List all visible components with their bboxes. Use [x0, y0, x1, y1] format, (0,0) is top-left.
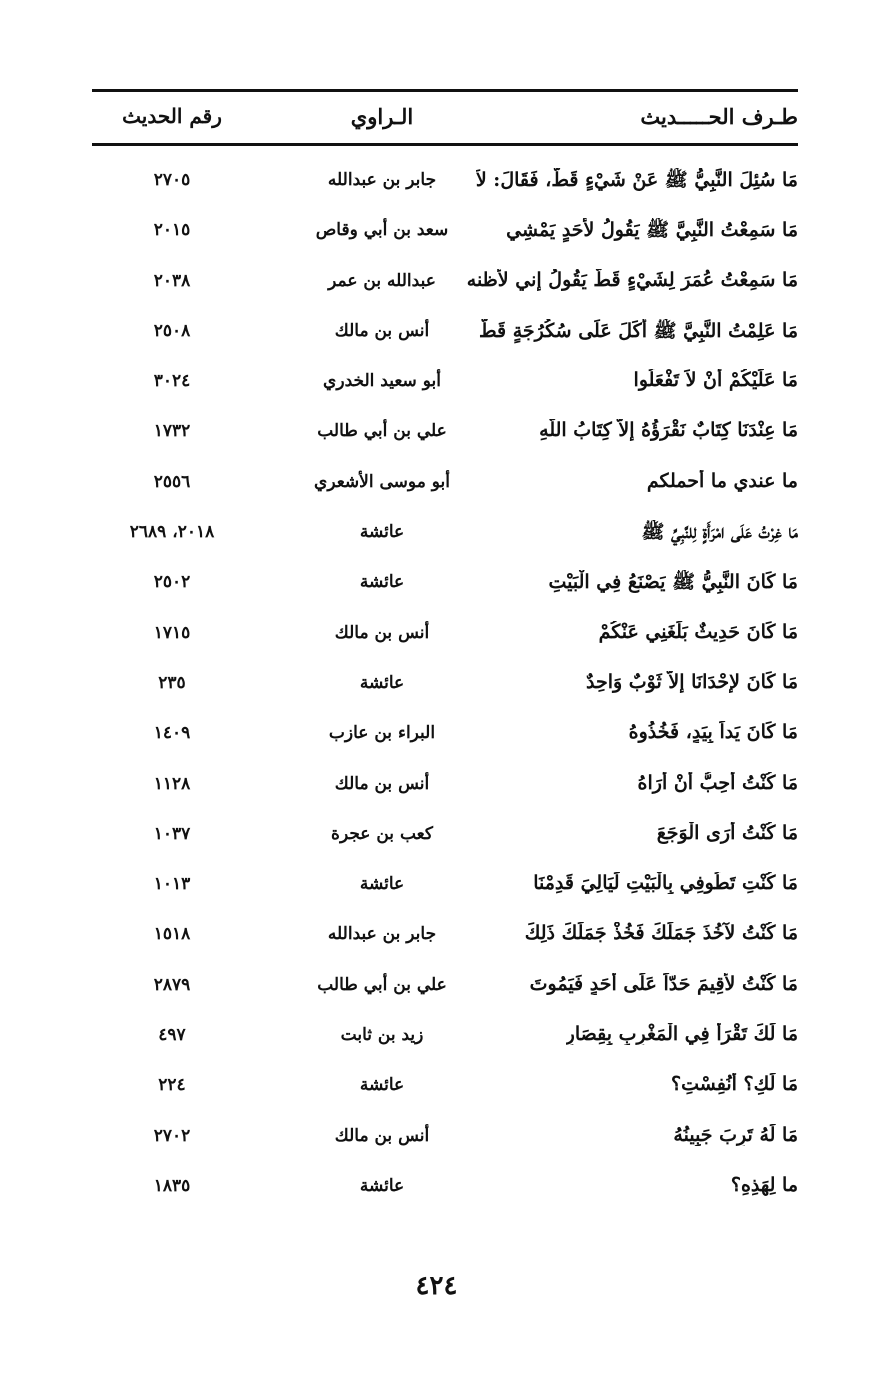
hadith-text: مَا سَمِعْتُ النَّبِيَّ ﷺ يَقُولُ لأَحَدٍ يَمْشِي [506, 219, 798, 242]
narrator-name: عبدالله بن عمر [328, 270, 436, 291]
table-row [92, 1168, 798, 1218]
table-row [92, 1118, 798, 1168]
hadith-text: مَا كَانَ النَّبِيُّ ﷺ يَصْنَعُ فِي الْبَيْتِ [548, 571, 798, 594]
table-row [92, 967, 798, 1017]
hadith-text: مَا كَانَ لإِحْدَانَا إِلاَّ ثَوْبٌ وَاحِدٌ [585, 670, 798, 693]
table-row [92, 363, 798, 413]
table-row [92, 564, 798, 614]
hadith-number: ١٧١٥ [153, 622, 191, 643]
hadith-text: مَا كُنْتُ لأُقِيمَ حَدّاً عَلَى أَحَدٍ فَيَمُوتَ [529, 972, 798, 995]
narrator-name: عائشة [359, 672, 405, 693]
narrator-name: كعب بن عجرة [331, 823, 433, 844]
hadith-number: ٤٩٧ [158, 1025, 186, 1046]
table-row [92, 413, 798, 463]
hadith-number: ٢٧٠٥ [153, 170, 191, 190]
hadith-number: ١٠٣٧ [153, 823, 191, 844]
narrator-name: أنس بن مالك [334, 622, 430, 643]
header-number: رقم الحديث [122, 104, 222, 128]
narrator-name: عائشة [359, 1075, 405, 1096]
narrator-name: عائشة [359, 874, 405, 895]
table-row [92, 162, 798, 212]
hadith-number: ٢٠١٥ [153, 220, 191, 241]
narrator-name: أبو سعيد الخدري [323, 371, 441, 392]
narrator-name: عائشة [359, 1175, 405, 1196]
header-top-rule [92, 89, 798, 92]
hadith-text: مَا لَهُ تَرِبَ جَبِينُهُ [673, 1123, 798, 1146]
table-row [92, 1067, 798, 1117]
narrator-name: علي بن أبي طالب [317, 421, 447, 442]
hadith-number: ٣٠٢٤ [153, 371, 191, 392]
hadith-text: مَا كَانَ يَداً بِيَدٍ، فَخُذُوهُ [628, 721, 798, 744]
narrator-name: سعد بن أبي وقاص [315, 220, 449, 241]
hadith-number: ١٧٣٢ [153, 421, 191, 442]
table-row [92, 816, 798, 866]
table-row [92, 916, 798, 966]
hadith-text: مَا كُنْتِ تَطُوفِي بِالْبَيْتِ لَيَالِيَ قَدِمْنَا [533, 872, 798, 895]
hadith-number: ٢٥٥٦ [153, 471, 191, 492]
hadith-text: مَا عِنْدَنَا كِتَابٌ نَقْرَؤُهُ إِلاَّ كِتَابُ اللَّهِ [539, 419, 798, 442]
table-row [92, 1017, 798, 1067]
hadith-number: ٢٣٥ [158, 672, 186, 693]
hadith-text: مَا سُئِلَ النَّبِيُّ ﷺ عَنْ شَيْءٍ قَطُّ، فَقَالَ: لاَ [475, 169, 798, 191]
narrator-name: عائشة [359, 572, 405, 593]
hadith-text: مَا لَكِ؟ أَنُفِسْتِ؟ [671, 1073, 798, 1096]
table-row [92, 766, 798, 816]
table-row [92, 464, 798, 514]
hadith-text: مَا كَانَ حَدِيثٌ بَلَغَنِي عَنْكُمْ [598, 620, 798, 643]
table-row [92, 263, 798, 313]
hadith-number: ٢٨٧٩ [153, 974, 191, 995]
hadith-text: مَا عَلَيْكُمْ أَنْ لاَ تَفْعَلُوا [633, 369, 798, 392]
page-number: ٤٢٤ [415, 1271, 458, 1301]
narrator-name: زيد بن ثابت [340, 1025, 424, 1046]
hadith-number: ٢٠٣٨ [153, 270, 191, 291]
narrator-name: عائشة [359, 522, 405, 543]
hadith-number: ١٥١٨ [153, 924, 191, 945]
header-narrator: الـراوي [350, 104, 414, 129]
hadith-number: ٢٥٠٨ [153, 320, 191, 341]
table-row [92, 514, 798, 564]
hadith-number: ١١٢٨ [153, 773, 191, 794]
table-row [92, 665, 798, 715]
hadith-number: ٢٢٤ [158, 1075, 186, 1096]
hadith-text: مَا كُنْتُ أُحِبُّ أَنْ أَرَاهُ [637, 771, 798, 794]
narrator-name: أنس بن مالك [334, 1125, 430, 1146]
narrator-name: أنس بن مالك [334, 773, 430, 794]
hadith-text: مَا سَمِعْتُ عُمَرَ لِشَيْءٍ قَطُّ يَقُولُ إني لأظنه [466, 268, 798, 291]
hadith-text: مَا لَكَ تَقْرَأُ فِي الْمَغْرِبِ بِقِصَارٍ [565, 1023, 798, 1046]
hadith-text: مَا كُنْتُ لآخُذَ جَمَلَكَ فَخُذْ جَمَلَكَ ذَلِكَ [524, 922, 798, 945]
table-row [92, 212, 798, 262]
narrator-name: جابر بن عبدالله [327, 170, 437, 190]
hadith-text: ما عندي ما أحملكم [646, 469, 798, 492]
table-header [92, 100, 798, 140]
hadith-number: ٢٧٠٢ [153, 1125, 191, 1146]
narrator-name: البراء بن عازب [328, 723, 436, 744]
narrator-name: جابر بن عبدالله [327, 924, 437, 945]
hadith-number: ١٠١٣ [153, 874, 191, 895]
hadith-number: ٢٠١٨، ٢٦٨٩ [129, 522, 215, 543]
header-hadith: طـرف الحـــــديث [640, 104, 798, 129]
narrator-name: أبو موسى الأشعري [314, 471, 450, 492]
narrator-name: أنس بن مالك [334, 320, 430, 341]
hadith-table-body [92, 162, 798, 1218]
header-bottom-rule [92, 143, 798, 146]
hadith-number: ٢٥٠٢ [153, 572, 191, 593]
hadith-text: مَا عَلِمْتُ النَّبِيَّ ﷺ أَكَلَ عَلَى سُكُرُجَةٍ قَطُّ [479, 319, 798, 342]
table-row [92, 313, 798, 363]
hadith-number: ١٨٣٥ [153, 1175, 191, 1196]
table-row [92, 715, 798, 765]
table-row [92, 866, 798, 916]
hadith-number: ١٤٠٩ [153, 723, 191, 744]
hadith-text: مَا غِرْتُ عَلَى امْرَأَةٍ لِلنَّبِيِّ ﷺ [641, 521, 798, 544]
narrator-name: علي بن أبي طالب [317, 974, 447, 995]
table-row [92, 615, 798, 665]
hadith-text: ما لِهَذِهِ؟ [730, 1173, 798, 1196]
hadith-text: مَا كُنْتُ أُرَى الْوَجَعَ [656, 821, 798, 844]
